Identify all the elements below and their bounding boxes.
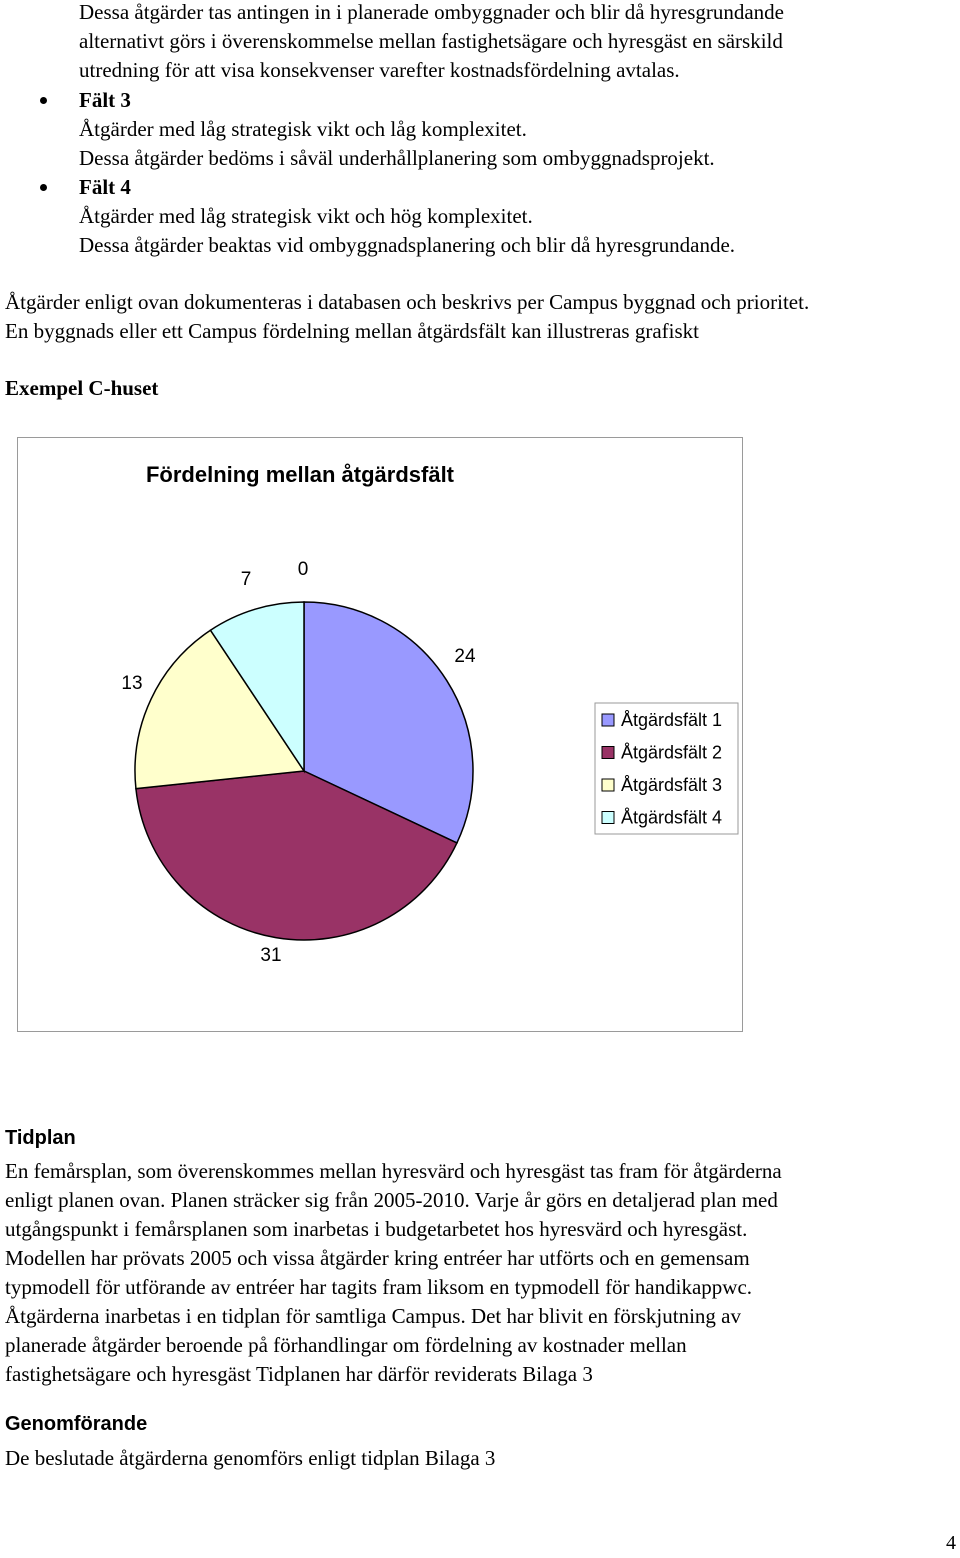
intro-line: alternativt görs i överenskommelse mellan fastighetsägare och hyresgäst en särskild bbox=[79, 29, 783, 53]
genomforande-text: De beslutade åtgärderna genomförs enligt tidplan Bilaga 3 bbox=[5, 1446, 496, 1470]
tidplan-line: typmodell för utförande av entréer har tagits fram liksom en typmodell för handikappwc. bbox=[5, 1275, 753, 1299]
bullet-icon bbox=[40, 97, 47, 104]
example-heading: Exempel C-huset bbox=[5, 376, 159, 400]
tidplan-line: fastighetsägare och hyresgäst Tidplanen har därför reviderats Bilaga 3 bbox=[5, 1362, 593, 1386]
bullet-line: Dessa åtgärder beaktas vid ombyggnadsplanering och blir då hyresgrundande. bbox=[79, 233, 736, 257]
bullet-line: Åtgärder med låg strategisk vikt och låg komplexitet. bbox=[79, 117, 527, 141]
legend-label: Åtgärdsfält 2 bbox=[621, 742, 723, 763]
chart-legend bbox=[595, 703, 738, 834]
pie-chart-frame bbox=[17, 437, 743, 1032]
paragraph-line: En byggnads eller ett Campus fördelning mellan åtgärdsfält kan illustreras grafiskt bbox=[5, 319, 699, 343]
legend-swatch bbox=[602, 747, 614, 759]
tidplan-line: enligt planen ovan. Planen sträcker sig från 2005-2010. Varje år görs en detaljerad plan med bbox=[5, 1188, 778, 1212]
tidplan-line: En femårsplan, som överenskommes mellan hyresvärd och hyresgäst tas fram för åtgärderna bbox=[5, 1159, 782, 1183]
bullet-line: Dessa åtgärder bedöms i såväl underhållplanering som ombyggnadsprojekt. bbox=[79, 146, 715, 170]
slice-data-label: 0 bbox=[297, 559, 309, 580]
intro-line: utredning för att visa konsekvenser varefter kostnadsfördelning avtalas. bbox=[79, 58, 680, 82]
tidplan-line: Modellen har prövats 2005 och vissa åtgärder kring entréer har utförts och en gemensam bbox=[5, 1246, 750, 1270]
slice-data-label: 24 bbox=[454, 646, 476, 667]
legend-swatch bbox=[602, 812, 614, 824]
bullet-line: Åtgärder med låg strategisk vikt och hög komplexitet. bbox=[79, 204, 533, 228]
bullet-icon bbox=[40, 184, 47, 191]
legend-label: Åtgärdsfält 4 bbox=[621, 807, 723, 828]
bullet-title: Fält 4 bbox=[79, 175, 131, 199]
chart-title: Fördelning mellan åtgärdsfält bbox=[145, 462, 455, 487]
slice-data-label: 31 bbox=[260, 945, 282, 966]
pie-chart bbox=[18, 438, 744, 1033]
tidplan-heading: Tidplan bbox=[5, 1127, 76, 1149]
intro-line: Dessa åtgärder tas antingen in i planerade ombyggnader och blir då hyresgrundande bbox=[79, 0, 784, 24]
slice-data-label: 13 bbox=[121, 673, 143, 694]
tidplan-line: planerade åtgärder beroende på förhandlingar om fördelning av kostnader mellan bbox=[5, 1333, 687, 1357]
tidplan-line: Åtgärderna inarbetas i en tidplan för samtliga Campus. Det har blivit en förskjutning av bbox=[5, 1304, 741, 1328]
bullet-title: Fält 3 bbox=[79, 88, 131, 112]
slice-data-label: 7 bbox=[240, 569, 252, 590]
paragraph-line: Åtgärder enligt ovan dokumenteras i databasen och beskrivs per Campus byggnad och prioritet. bbox=[5, 290, 810, 314]
tidplan-line: utgångspunkt i femårsplanen som inarbetas i budgetarbetet hos hyresvärd och hyresgäst. bbox=[5, 1217, 748, 1241]
legend-label: Åtgärdsfält 3 bbox=[621, 775, 723, 795]
legend-swatch bbox=[602, 714, 614, 726]
legend-label: Åtgärdsfält 1 bbox=[621, 710, 723, 730]
page-number: 4 bbox=[946, 1532, 956, 1554]
legend-swatch bbox=[602, 779, 614, 791]
genomforande-heading: Genomförande bbox=[5, 1413, 148, 1435]
